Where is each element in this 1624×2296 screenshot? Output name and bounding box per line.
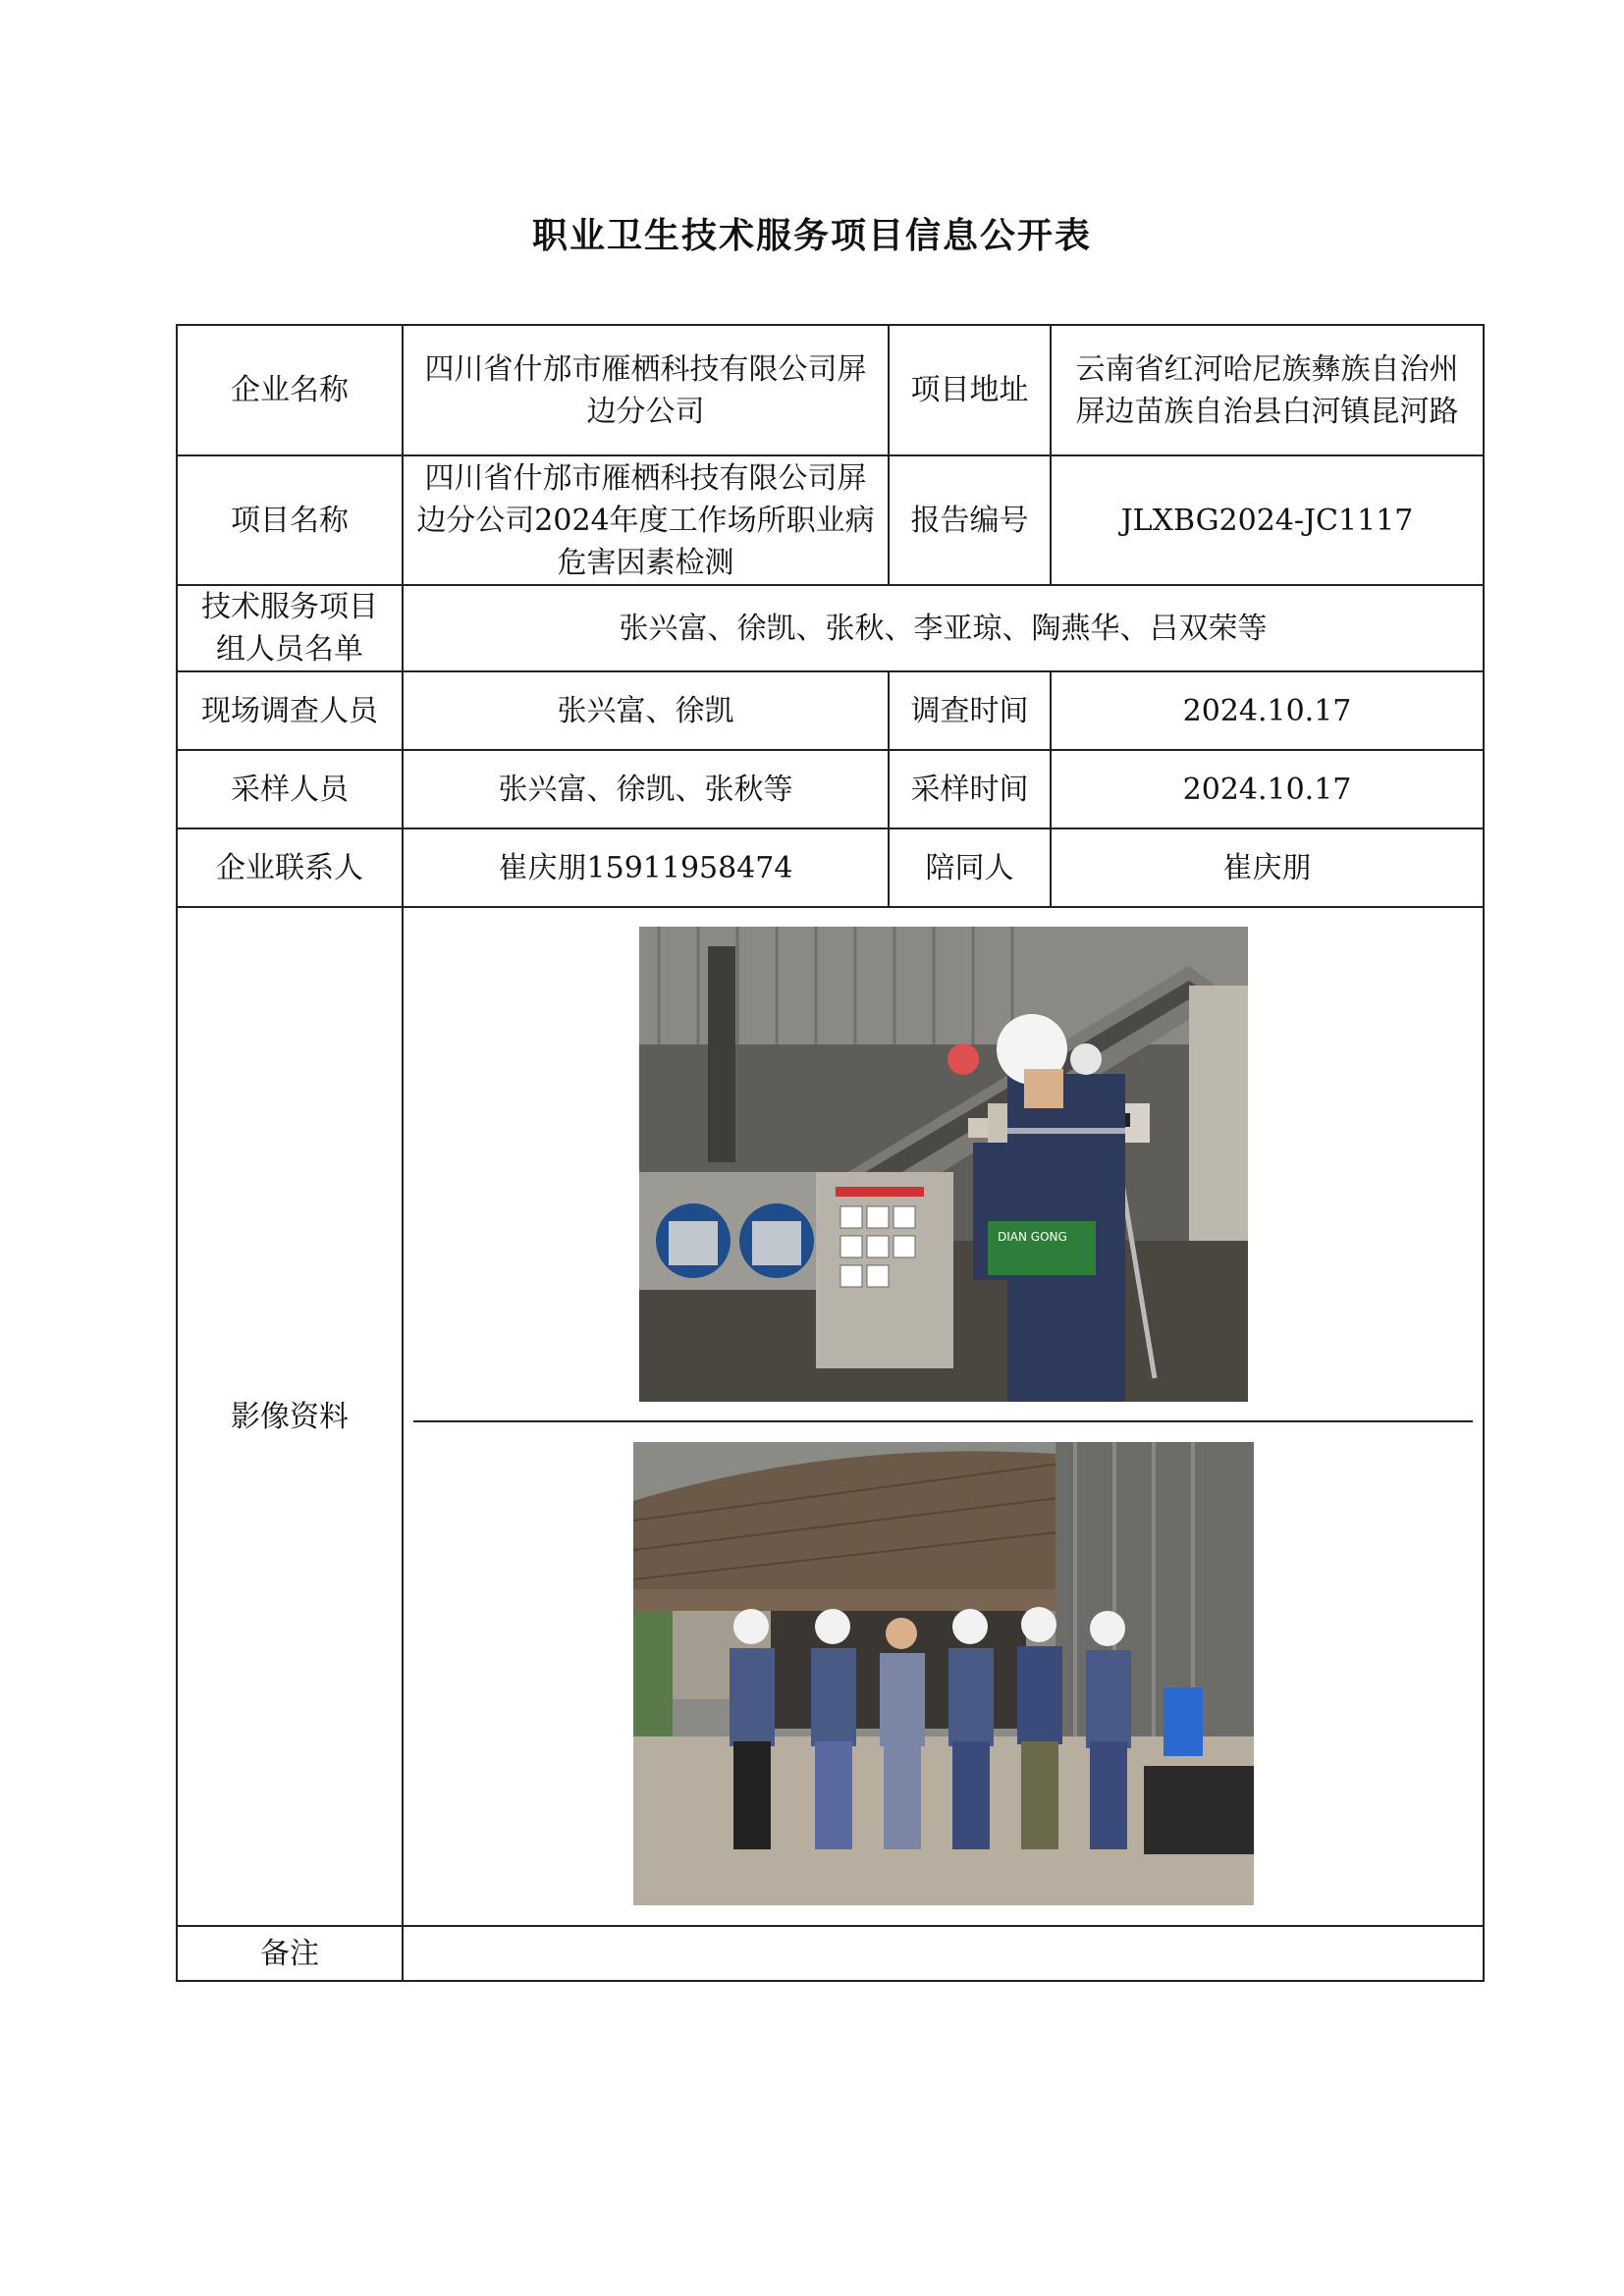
address-value: 云南省红河哈尼族彝族自治州屏边苗族自治县白河镇昆河路 bbox=[1051, 325, 1484, 455]
remark-label: 备注 bbox=[177, 1926, 403, 1981]
table-row bbox=[177, 671, 1484, 750]
table-row bbox=[177, 828, 1484, 907]
images-label: 影像资料 bbox=[177, 907, 403, 1926]
table-row bbox=[177, 1926, 1484, 1981]
photo-frame-1 bbox=[413, 908, 1473, 1420]
survey-staff-value: 张兴富、徐凯 bbox=[403, 671, 889, 750]
table-row bbox=[177, 585, 1484, 671]
sample-time-label: 采样时间 bbox=[889, 750, 1051, 828]
report-value: JLXBG2024-JC1117 bbox=[1051, 455, 1484, 585]
table-row bbox=[177, 907, 1484, 1926]
report-label: 报告编号 bbox=[889, 455, 1051, 585]
address-label: 项目地址 bbox=[889, 325, 1051, 455]
info-table bbox=[176, 324, 1485, 1982]
table-row bbox=[177, 750, 1484, 828]
team-value: 张兴富、徐凯、张秋、李亚琼、陶燕华、吕双荣等 bbox=[403, 585, 1484, 671]
project-value: 四川省什邡市雁栖科技有限公司屏边分公司2024年度工作场所职业病危害因素检测 bbox=[403, 455, 889, 585]
escort-label: 陪同人 bbox=[889, 828, 1051, 907]
contact-label: 企业联系人 bbox=[177, 828, 403, 907]
table-row bbox=[177, 455, 1484, 585]
team-group-photo bbox=[633, 1442, 1254, 1905]
survey-time-value: 2024.10.17 bbox=[1051, 671, 1484, 750]
company-value: 四川省什邡市雁栖科技有限公司屏边分公司 bbox=[403, 325, 889, 455]
sampler-value: 张兴富、徐凯、张秋等 bbox=[403, 750, 889, 828]
remark-value bbox=[403, 1926, 1484, 1981]
survey-time-label: 调查时间 bbox=[889, 671, 1051, 750]
table-row bbox=[177, 325, 1484, 455]
sampler-label: 采样人员 bbox=[177, 750, 403, 828]
contact-value: 崔庆朋15911958474 bbox=[403, 828, 889, 907]
page-title: 职业卫生技术服务项目信息公开表 bbox=[531, 215, 1092, 256]
images-cell bbox=[403, 907, 1484, 1926]
team-label: 技术服务项目组人员名单 bbox=[177, 585, 403, 671]
company-label: 企业名称 bbox=[177, 325, 403, 455]
escort-value: 崔庆朋 bbox=[1051, 828, 1484, 907]
project-label: 项目名称 bbox=[177, 455, 403, 585]
photo-frame-2 bbox=[413, 1420, 1473, 1925]
site-sampling-photo bbox=[639, 927, 1248, 1402]
vest-text: DIAN GONG bbox=[997, 1230, 1067, 1244]
survey-staff-label: 现场调查人员 bbox=[177, 671, 403, 750]
sample-time-value: 2024.10.17 bbox=[1051, 750, 1484, 828]
